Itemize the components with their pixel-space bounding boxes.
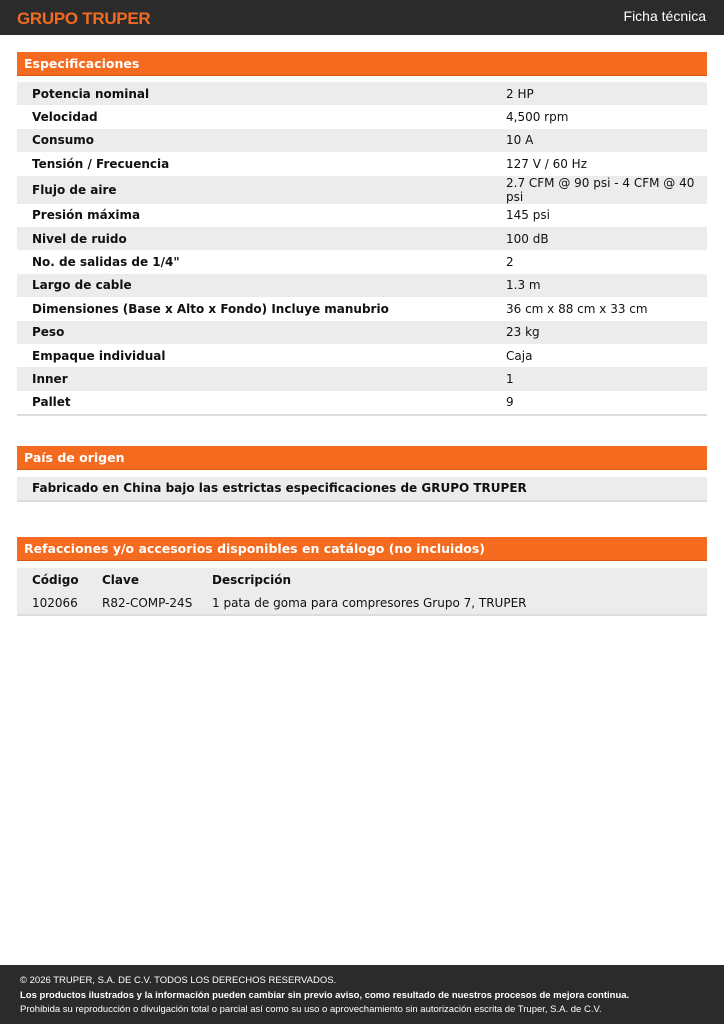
spec-row [17,250,707,273]
spec-label: Consumo [17,129,506,152]
footer-copyright: © 2026 TRUPER, S.A. DE C.V. TODOS LOS DERECHOS RESERVADOS. [20,975,337,986]
spec-label: Flujo de aire [17,176,506,204]
spec-row [17,204,707,227]
spec-row [17,297,707,320]
parts-row-clave: R82-COMP-24S [102,596,193,610]
spec-label: Peso [17,321,506,344]
spec-label: Presión máxima [32,208,141,223]
spec-row [17,227,707,250]
spec-value: 10 A [506,129,707,152]
spec-value: 9 [506,391,707,415]
spec-row [17,129,707,152]
spec-label: No. de salidas de 1/4" [32,255,180,270]
spec-value: 1 [506,367,707,390]
spec-label: Nivel de ruido [17,227,506,250]
header-bar [0,0,724,35]
parts-table [17,568,707,616]
spec-label: Tensión / Frecuencia [32,156,170,171]
spec-value: 1.3 m [506,274,707,297]
spec-row [17,274,707,297]
spec-row [17,82,707,105]
parts-header-clave: Clave [102,573,139,587]
spec-row [17,176,707,204]
spec-value: Caja [506,348,533,363]
spec-value: 36 cm x 88 cm x 33 cm [506,301,648,316]
spec-value: 127 V / 60 Hz [506,156,588,171]
spec-row [17,152,707,175]
parts-row-descripcion: 1 pata de goma para compresores Grupo 7, TRUPER [212,596,527,610]
parts-header-codigo: Código [32,573,79,587]
parts-row-codigo: 102066 [32,596,78,610]
spec-value: 4,500 rpm [506,110,569,125]
specs-section-title: Especificaciones [17,52,707,76]
spec-value: 2 HP [506,82,707,105]
spec-value: 2.7 CFM @ 90 psi - 4 CFM @ 40 psi [506,176,707,204]
spec-label: Inner [17,367,506,390]
spec-row [17,391,707,415]
spec-label: Pallet [17,391,506,415]
spec-value: 23 kg [506,321,707,344]
footer-legal: Prohibida su reproducción o divulgación total o parcial así como su uso o aprovechamiento sin autorización escrita de Truper, S.A. de C.V. [20,1004,602,1015]
spec-label: Velocidad [32,110,98,125]
spec-value: 100 dB [506,227,707,250]
spec-row [17,367,707,390]
spec-label: Potencia nominal [17,82,506,105]
parts-header-descripcion: Descripción [212,573,291,587]
spec-row [17,105,707,128]
spec-row [17,344,707,367]
spec-value: 145 psi [506,208,550,223]
spec-row [17,321,707,344]
spec-label: Dimensiones (Base x Alto x Fondo) Incluye manubrio [32,301,389,316]
origin-section-title: País de origen [17,446,707,470]
footer-notice: Los productos ilustrados y la información pueden cambiar sin previo aviso, como resultado de nuestros procesos de mejora continua. [20,990,630,1001]
spec-value: 2 [506,255,514,270]
specs-table [17,82,707,416]
brand-logo: GRUPO TRUPER [17,9,151,28]
spec-label: Largo de cable [17,274,506,297]
document-type: Ficha técnica [623,8,706,24]
origin-text: Fabricado en China bajo las estrictas especificaciones de GRUPO TRUPER [17,477,707,502]
footer [0,965,724,1024]
parts-section-title: Refacciones y/o accesorios disponibles en catálogo (no incluidos) [17,537,707,561]
spec-label: Empaque individual [32,348,166,363]
